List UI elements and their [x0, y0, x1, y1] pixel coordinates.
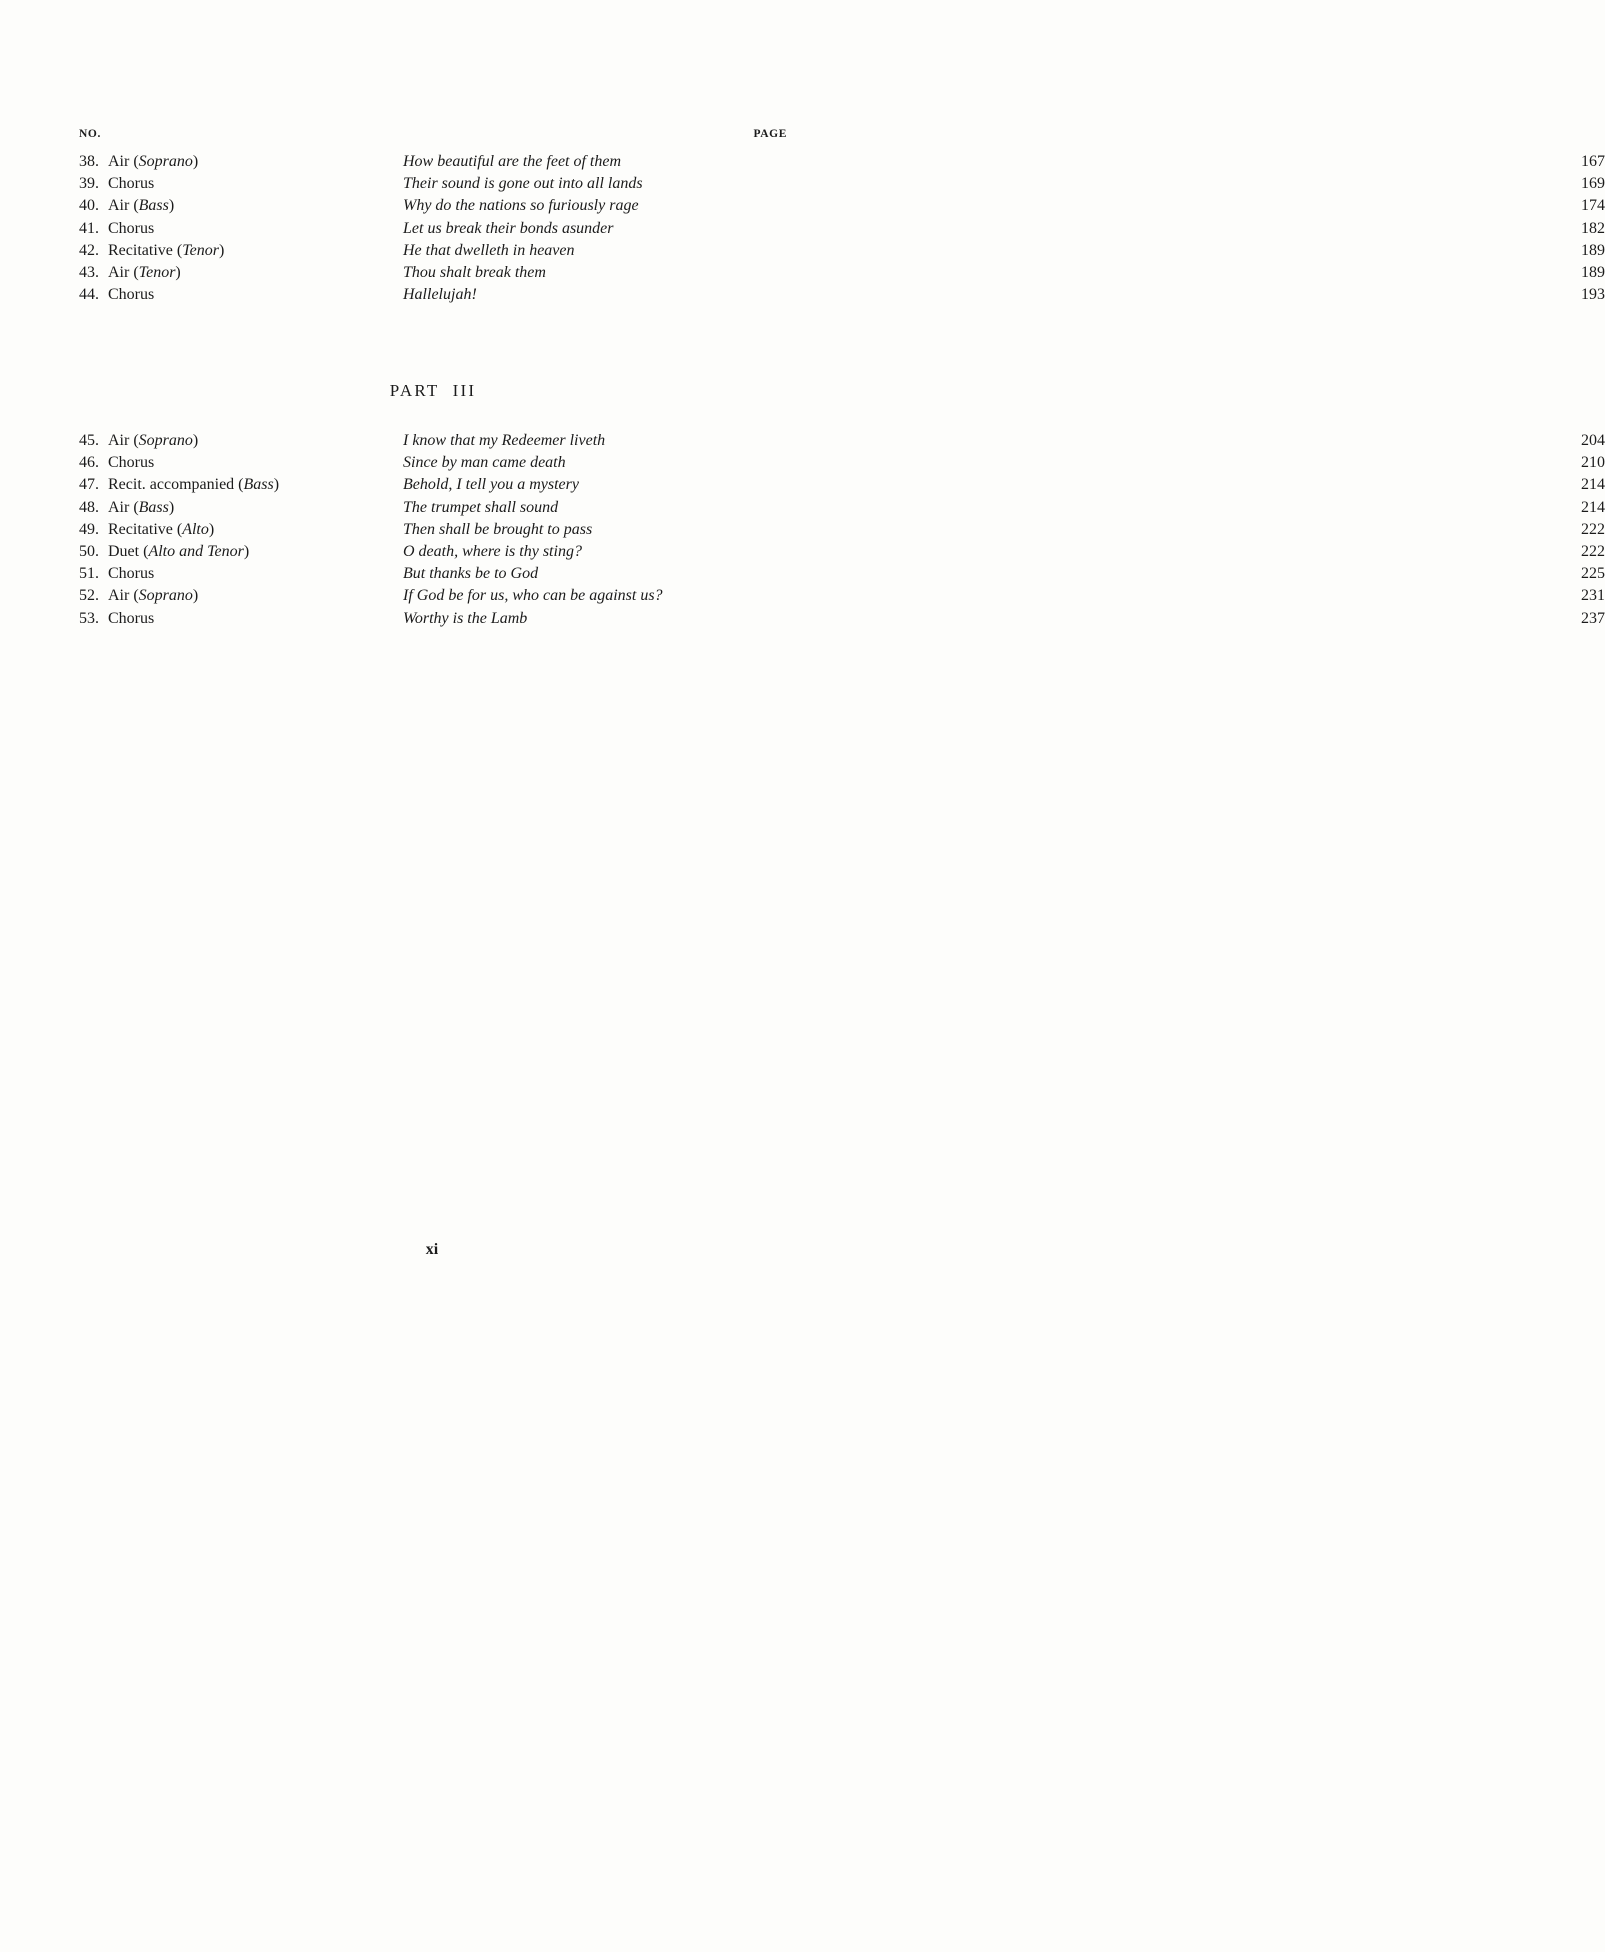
toc-row-title: The trumpet shall sound [403, 498, 559, 516]
toc-row [79, 151, 1605, 173]
toc-row-voice: (Tenor) [129, 263, 181, 281]
toc-row-description: Recit. accompanied (Bass) [108, 476, 280, 494]
toc-row [79, 497, 1605, 519]
toc-row-page: 169 [741, 173, 1605, 1517]
toc-row-voice: (Bass) [234, 476, 280, 494]
toc-row-description: Air (Tenor) [108, 263, 181, 281]
toc-row-voice: (Alto and Tenor) [139, 542, 250, 560]
toc-row [79, 585, 1605, 607]
toc-row-number: 43. [79, 263, 99, 281]
toc-row-title: If God be for us, who can be against us? [403, 587, 663, 605]
toc-row-title: O death, where is thy sting? [403, 542, 582, 560]
toc-row-voice: (Bass) [129, 498, 175, 516]
toc-row-page: 231 [741, 585, 1605, 1929]
toc-row-title: Then shall be brought to pass [403, 520, 593, 538]
toc-row-title: Hallelujah! [403, 286, 477, 304]
toc-row-page: 222 [741, 519, 1605, 1863]
toc-row-number: 49. [79, 520, 99, 538]
toc-row-description: Air (Soprano) [108, 153, 199, 170]
toc-row [79, 240, 1605, 262]
toc-row-page: 225 [741, 563, 1605, 1907]
toc-row-title: He that dwelleth in heaven [403, 241, 575, 259]
toc-row-voice: (Bass) [129, 197, 175, 215]
toc-row [79, 519, 1605, 541]
toc-row-title: Let us break their bonds asunder [403, 219, 614, 237]
part-three-heading: PART III [389, 381, 477, 400]
toc-row-page: 237 [741, 608, 1605, 1952]
toc-row-title: Their sound is gone out into all lands [403, 175, 643, 193]
toc-row-page: 210 [741, 452, 1605, 1796]
toc-row-voice: (Soprano) [129, 432, 199, 449]
toc-row-page: 167 [741, 151, 1605, 1495]
toc-row [79, 474, 1605, 496]
toc-row-voice: (Soprano) [129, 587, 199, 605]
toc-row-number: 40. [79, 197, 99, 215]
toc-section-part-two-end [79, 151, 1605, 306]
column-headers [79, 128, 787, 140]
toc-row-description: Duet (Alto and Tenor) [108, 542, 250, 560]
toc-row [79, 563, 1605, 585]
toc-row-page: 189 [741, 240, 1605, 1584]
toc-row-description: Air (Soprano) [108, 432, 199, 449]
toc-row-voice: (Alto) [172, 520, 215, 538]
toc-row-page: 182 [741, 218, 1605, 1562]
toc-row-title: Since by man came death [403, 454, 566, 472]
toc-row-number: 45. [79, 432, 99, 449]
toc-row-title: I know that my Redeemer liveth [403, 432, 606, 449]
toc-row-description: Chorus [108, 219, 155, 237]
number-column-header: NO. [79, 128, 101, 140]
toc-row-description: Air (Bass) [108, 498, 175, 516]
toc-row-description: Chorus [108, 565, 155, 583]
toc-row-page: 214 [741, 474, 1605, 1818]
toc-row-description: Recitative (Alto) [108, 520, 215, 538]
toc-row-voice: (Soprano) [129, 153, 199, 170]
toc-row-page: 174 [741, 195, 1605, 1539]
toc-row-title: How beautiful are the feet of them [403, 153, 622, 170]
toc-row-number: 42. [79, 241, 99, 259]
toc-row-page: 214 [741, 497, 1605, 1841]
toc-row-number: 46. [79, 454, 99, 472]
toc-row-description: Air (Soprano) [108, 587, 199, 605]
toc-row-number: 53. [79, 609, 99, 627]
toc-row-page: 193 [741, 284, 1605, 1628]
toc-row [79, 195, 1605, 217]
toc-row-number: 44. [79, 286, 99, 304]
toc-row-title: Why do the nations so furiously rage [403, 197, 639, 215]
toc-row-description: Recitative (Tenor) [108, 241, 225, 259]
toc-row-page: 222 [741, 541, 1605, 1885]
toc-row [79, 173, 1605, 195]
toc-row-number: 48. [79, 498, 99, 516]
toc-row-description: Chorus [108, 286, 155, 304]
toc-row-title: Worthy is the Lamb [403, 609, 528, 627]
toc-row-number: 38. [79, 153, 99, 170]
toc-row-number: 50. [79, 542, 99, 560]
page-column-header: PAGE [753, 128, 787, 140]
toc-row [79, 430, 1605, 452]
toc-row-number: 51. [79, 565, 99, 583]
page-number-folio: xi [425, 1241, 439, 1258]
toc-row [79, 262, 1605, 284]
toc-row-description: Chorus [108, 175, 155, 193]
toc-row-number: 41. [79, 219, 99, 237]
toc-row-description: Chorus [108, 454, 155, 472]
toc-section-part-three [79, 430, 1605, 630]
toc-row [79, 218, 1605, 240]
toc-row-title: But thanks be to God [403, 565, 539, 583]
toc-row-voice: (Tenor) [172, 241, 225, 259]
toc-row [79, 284, 1605, 306]
toc-row-number: 39. [79, 175, 99, 193]
toc-row-title: Behold, I tell you a mystery [403, 476, 579, 494]
toc-row [79, 541, 1605, 563]
toc-row [79, 608, 1605, 630]
toc-row-number: 47. [79, 476, 99, 494]
toc-row-number: 52. [79, 587, 99, 605]
toc-row-description: Chorus [108, 609, 155, 627]
toc-row-page: 204 [741, 430, 1605, 1774]
toc-row [79, 452, 1605, 474]
toc-row-page: 189 [741, 262, 1605, 1606]
toc-row-description: Air (Bass) [108, 197, 175, 215]
toc-row-title: Thou shalt break them [403, 263, 546, 281]
